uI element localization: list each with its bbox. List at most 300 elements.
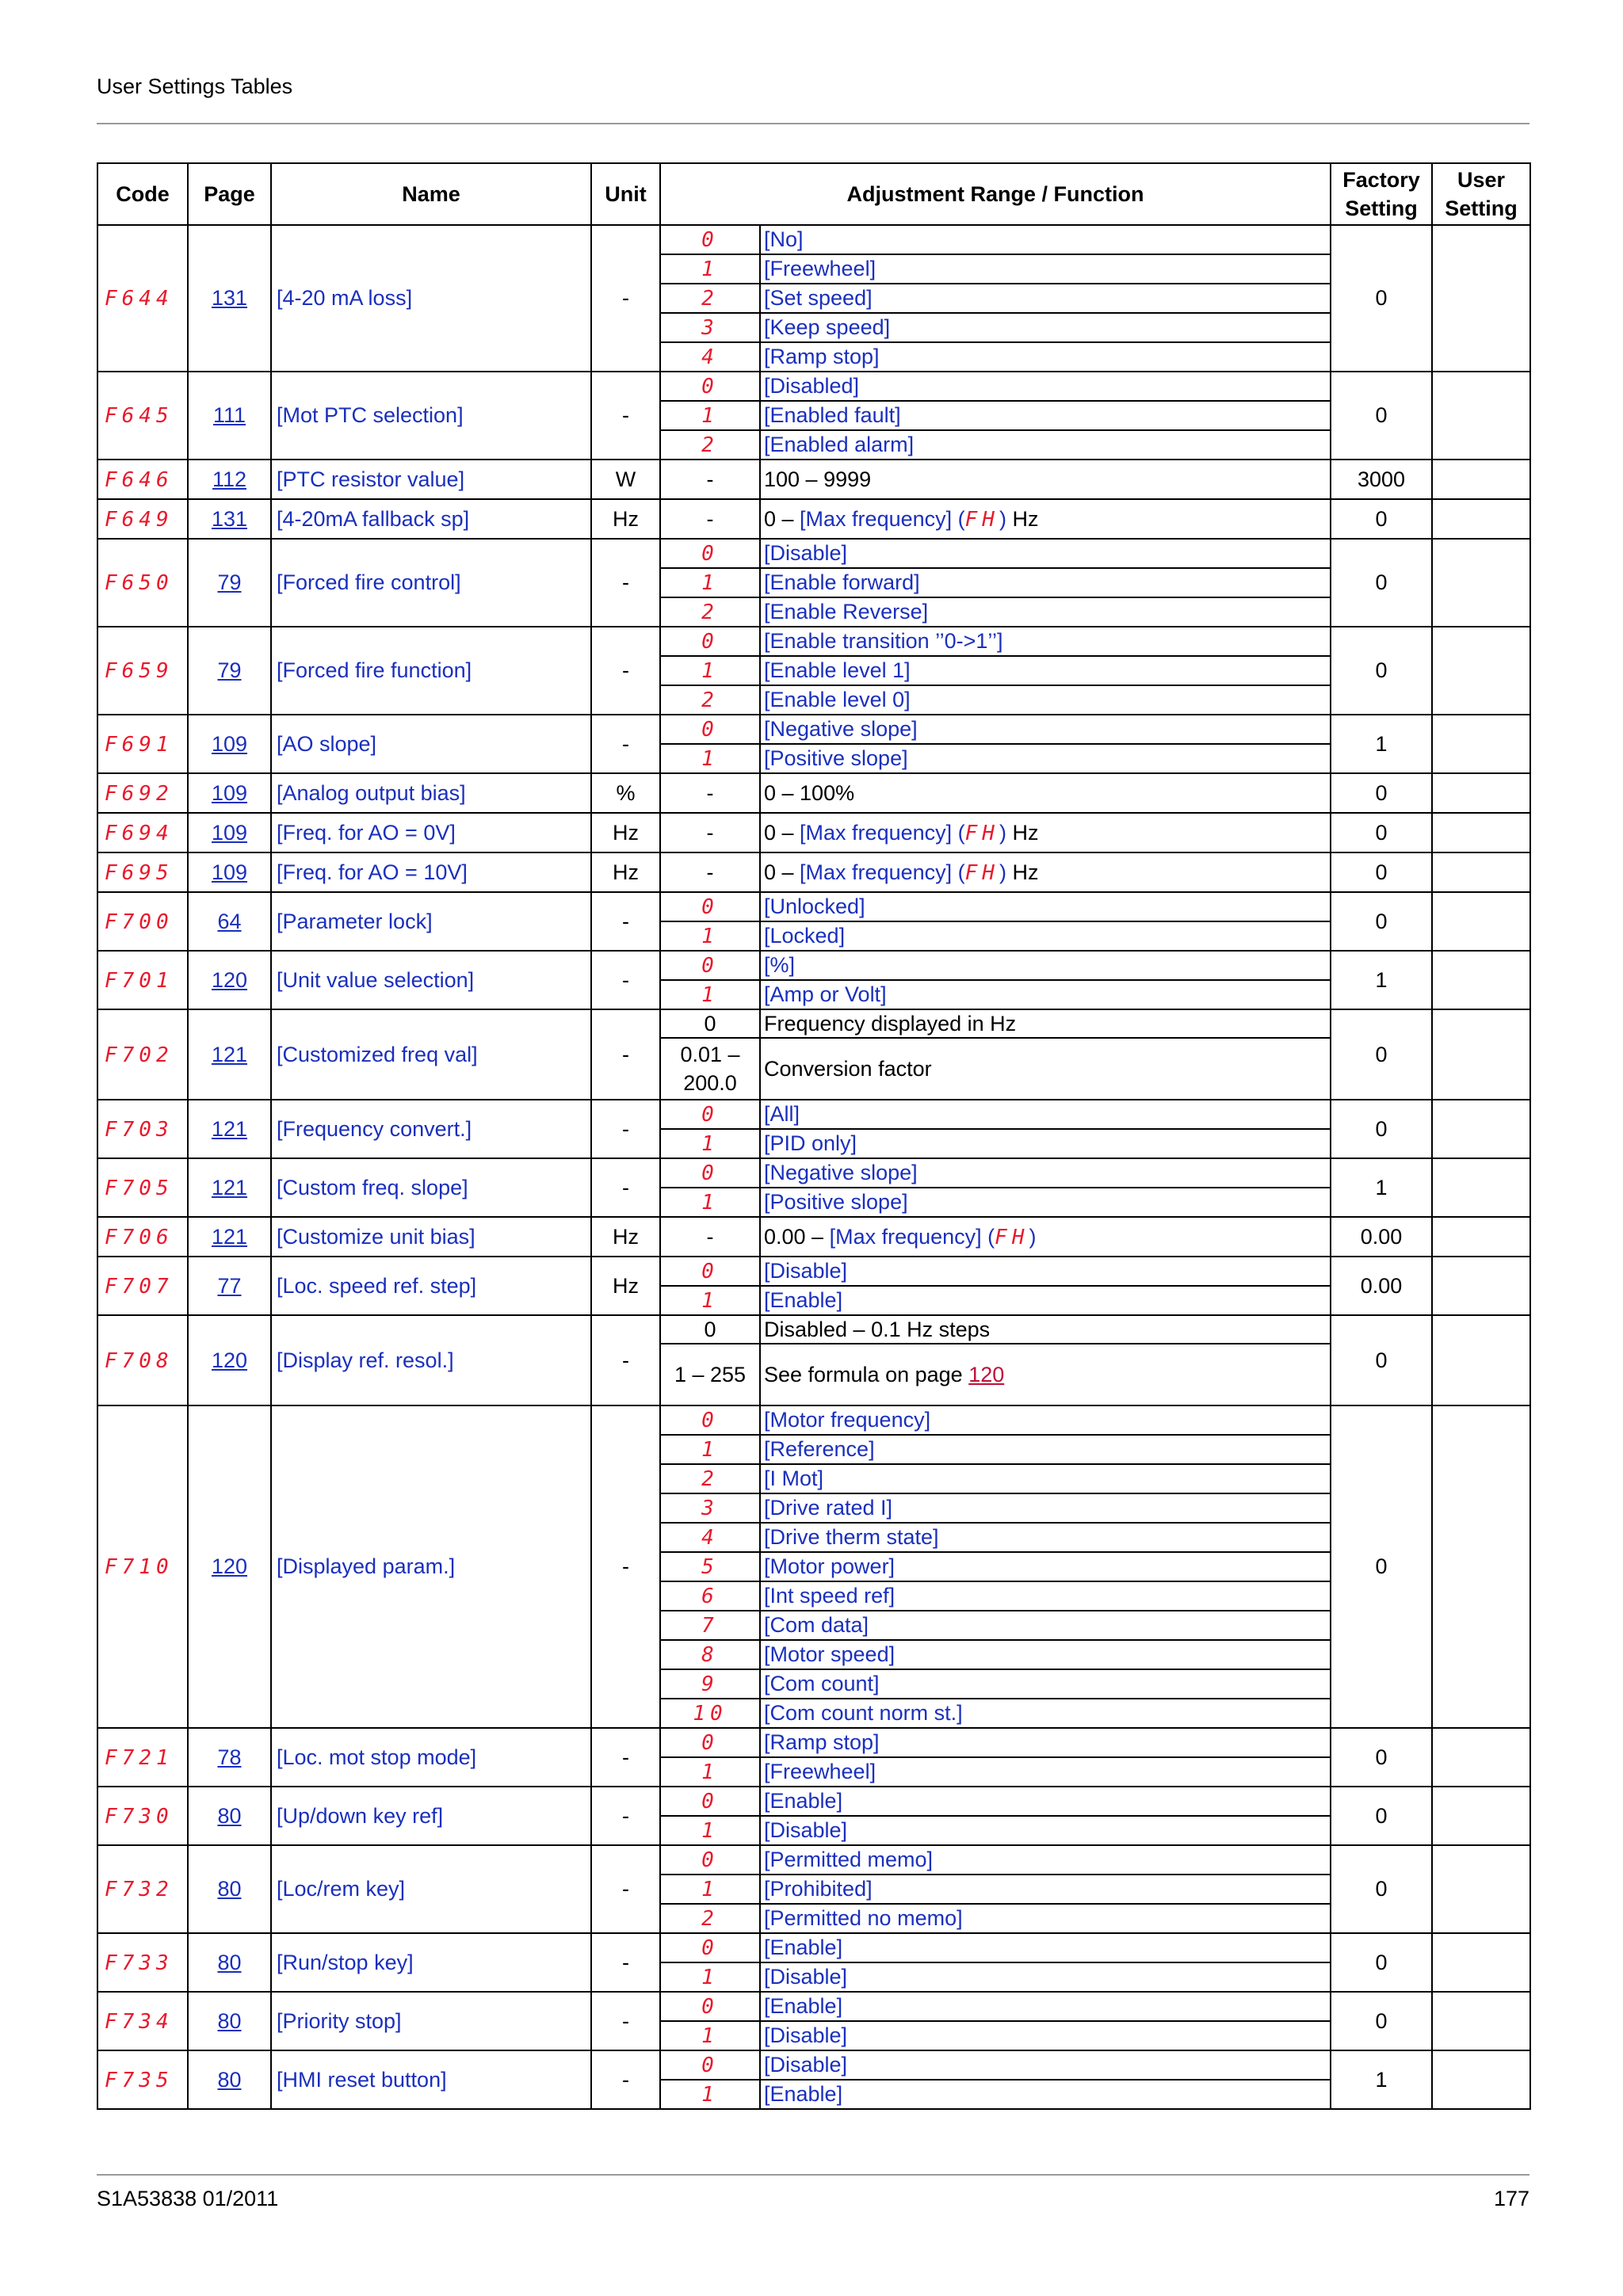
option-value-code: 1 xyxy=(701,1966,719,1989)
option-value-code: 1 xyxy=(701,659,719,683)
option-label-cell xyxy=(760,1904,1331,1933)
option-label: [All] xyxy=(764,1102,800,1126)
option-value-code: 6 xyxy=(701,1585,719,1608)
option-label-cell xyxy=(760,1405,1331,1435)
table-row xyxy=(97,1405,1530,1435)
option-value xyxy=(660,1493,760,1523)
option-label-cell xyxy=(760,1100,1331,1129)
option-label-cell xyxy=(760,1787,1331,1816)
option-value xyxy=(660,1728,760,1757)
option-value-code: 1 xyxy=(701,1132,719,1156)
factory-setting: 1 xyxy=(1331,2050,1432,2109)
page-ref-link[interactable]: 121 xyxy=(211,1175,248,1199)
unit-cell: - xyxy=(591,372,660,460)
range-code: FH xyxy=(964,821,999,845)
option-label: [Enable level 1] xyxy=(764,658,911,682)
factory-setting: 0 xyxy=(1331,1992,1432,2050)
option-label: [Disable] xyxy=(764,2023,848,2047)
parameter-name: [Customized freq val] xyxy=(277,1042,478,1066)
range-description-text: See formula on page xyxy=(764,1362,969,1386)
range-description xyxy=(760,1315,1331,1344)
option-value xyxy=(660,2080,760,2109)
user-setting xyxy=(1432,1217,1530,1257)
factory-setting: 0 xyxy=(1331,225,1432,372)
option-label-cell xyxy=(760,2021,1331,2050)
parameter-name-cell xyxy=(271,1728,591,1787)
user-setting xyxy=(1432,460,1530,499)
option-label: [Motor speed] xyxy=(764,1642,896,1666)
factory-setting: 0.00 xyxy=(1331,1217,1432,1257)
unit-cell: - xyxy=(591,1315,660,1405)
table-row xyxy=(97,715,1530,744)
option-value-code: 1 xyxy=(701,571,719,595)
table-row xyxy=(97,1845,1530,1875)
option-value xyxy=(660,1669,760,1699)
option-label: [PID only] xyxy=(764,1131,857,1155)
option-label: [Disabled] xyxy=(764,374,860,398)
option-value-code: 2 xyxy=(701,1467,719,1491)
user-setting xyxy=(1432,1787,1530,1845)
page-ref-link[interactable]: 121 xyxy=(211,1224,248,1249)
user-setting xyxy=(1432,951,1530,1009)
unit-cell: - xyxy=(591,627,660,715)
page-ref-cell xyxy=(188,813,271,852)
range-description xyxy=(760,773,1331,813)
range-description xyxy=(760,852,1331,892)
parameter-name: [Custom freq. slope] xyxy=(277,1175,468,1199)
page-ref-link[interactable]: 80 xyxy=(217,1877,242,1901)
option-label: [Drive rated I] xyxy=(764,1496,893,1520)
range-value: 1 – 255 xyxy=(660,1344,760,1405)
page-ref-link[interactable]: 120 xyxy=(211,967,248,992)
option-label: [Prohibited] xyxy=(764,1877,873,1901)
parameter-code xyxy=(97,1787,188,1845)
parameter-code xyxy=(97,813,188,852)
table-row xyxy=(97,892,1530,921)
option-value-code: 0 xyxy=(701,1409,719,1432)
option-value xyxy=(660,2021,760,2050)
parameter-code xyxy=(97,1100,188,1158)
factory-setting: 0 xyxy=(1331,1845,1432,1933)
parameter-code-text: F710 xyxy=(105,1555,174,1579)
factory-setting: 0 xyxy=(1331,813,1432,852)
user-setting xyxy=(1432,627,1530,715)
option-value-code: 4 xyxy=(701,345,719,369)
option-value-code: 0 xyxy=(701,1260,719,1283)
range-description xyxy=(760,1344,1331,1405)
table-row xyxy=(97,773,1530,813)
unit-cell: - xyxy=(591,225,660,372)
page-ref-cell xyxy=(188,1728,271,1787)
option-label: [Disable] xyxy=(764,1965,848,1989)
option-value xyxy=(660,1611,760,1640)
parameter-name-cell xyxy=(271,1315,591,1405)
option-value-code: 9 xyxy=(701,1672,719,1696)
unit-cell: Hz xyxy=(591,499,660,539)
parameter-code xyxy=(97,1257,188,1315)
page-ref-cell xyxy=(188,1217,271,1257)
option-value-code: 5 xyxy=(701,1555,719,1579)
unit-cell: - xyxy=(591,951,660,1009)
parameter-code xyxy=(97,1217,188,1257)
parameter-code-text: F732 xyxy=(105,1878,174,1901)
page-ref-cell xyxy=(188,1992,271,2050)
table-row xyxy=(97,1992,1530,2021)
page-ref-link[interactable]: 112 xyxy=(212,467,247,491)
option-value-code: 1 xyxy=(701,2083,719,2107)
user-setting xyxy=(1432,2050,1530,2109)
option-label-cell xyxy=(760,2050,1331,2080)
footer-rule xyxy=(97,2174,1529,2176)
option-label-cell xyxy=(760,1552,1331,1581)
option-value xyxy=(660,980,760,1009)
user-setting xyxy=(1432,372,1530,460)
table-header-row xyxy=(97,163,1530,225)
unit-cell: - xyxy=(591,1933,660,1992)
unit-cell: W xyxy=(591,460,660,499)
table-row xyxy=(97,813,1530,852)
option-label-cell xyxy=(760,1257,1331,1286)
factory-setting: 0 xyxy=(1331,773,1432,813)
option-label-cell xyxy=(760,225,1331,254)
parameter-code xyxy=(97,460,188,499)
col-header-user-line2: Setting xyxy=(1445,196,1518,220)
parameter-code xyxy=(97,372,188,460)
parameter-name: [PTC resistor value] xyxy=(277,467,465,491)
page-ref-link[interactable]: 109 xyxy=(211,860,248,884)
page-ref-link[interactable]: 79 xyxy=(217,570,242,594)
footer-doc-id: S1A53838 01/2011 xyxy=(97,2187,279,2210)
option-label-cell xyxy=(760,1728,1331,1757)
option-value-code: 0 xyxy=(701,718,719,742)
range-description xyxy=(760,460,1331,499)
option-label: [No] xyxy=(764,227,804,251)
option-value-code: 0 xyxy=(701,630,719,654)
parameter-name: [Forced fire function] xyxy=(277,658,472,682)
range-description xyxy=(760,1217,1331,1257)
parameter-code-text: F734 xyxy=(105,2009,174,2034)
parameter-code-text: F691 xyxy=(105,732,174,757)
range-link: [Max frequency] xyxy=(800,506,953,531)
paren-open: ( xyxy=(981,1224,995,1249)
parameter-code-text: F705 xyxy=(105,1176,174,1200)
option-value-code: 0 xyxy=(701,1995,719,2019)
option-label: [Enabled fault] xyxy=(764,403,901,427)
option-value xyxy=(660,1699,760,1728)
page-ref-link[interactable]: 80 xyxy=(217,1950,242,1974)
user-setting xyxy=(1432,499,1530,539)
page-ref-link[interactable]: 131 xyxy=(211,286,248,310)
range-suffix: Hz xyxy=(1006,820,1039,845)
parameter-code xyxy=(97,499,188,539)
option-label: [Negative slope] xyxy=(764,717,918,741)
option-value xyxy=(660,1933,760,1962)
option-value-code: 0 xyxy=(701,895,719,919)
parameter-code xyxy=(97,951,188,1009)
table-row xyxy=(97,1158,1530,1188)
option-value-code: 1 xyxy=(701,404,719,428)
user-setting xyxy=(1432,1728,1530,1787)
factory-setting: 1 xyxy=(1331,1158,1432,1217)
factory-setting: 0 xyxy=(1331,1405,1432,1728)
parameter-name-cell xyxy=(271,852,591,892)
option-value xyxy=(660,1129,760,1158)
range-description xyxy=(760,1038,1331,1100)
factory-setting: 0 xyxy=(1331,892,1432,951)
option-value xyxy=(660,1435,760,1464)
col-header-function: Adjustment Range / Function xyxy=(660,163,1331,225)
parameter-code xyxy=(97,1315,188,1405)
parameter-code xyxy=(97,1009,188,1100)
table-row xyxy=(97,1315,1530,1344)
option-label-cell xyxy=(760,1188,1331,1217)
user-setting xyxy=(1432,1845,1530,1933)
page-ref-link[interactable]: 111 xyxy=(212,403,246,427)
user-setting xyxy=(1432,1405,1530,1728)
parameter-code-text: F703 xyxy=(105,1117,174,1142)
range-prefix: 0.00 – xyxy=(764,1224,830,1249)
page-ref-link[interactable]: 109 xyxy=(211,731,248,756)
option-value xyxy=(660,1875,760,1904)
option-label: [Enable level 0] xyxy=(764,688,911,711)
option-value xyxy=(660,401,760,430)
factory-setting: 0.00 xyxy=(1331,1257,1432,1315)
option-value xyxy=(660,1757,760,1787)
parameter-code xyxy=(97,627,188,715)
table-row xyxy=(97,539,1530,568)
option-value xyxy=(660,627,760,656)
parameter-name-cell xyxy=(271,951,591,1009)
range-value: 0 xyxy=(660,1315,760,1344)
option-value-code: 1 xyxy=(701,257,719,281)
option-label-cell xyxy=(760,342,1331,372)
option-value-code: 0 xyxy=(701,542,719,566)
factory-setting: 0 xyxy=(1331,1933,1432,1992)
option-label: [Reference] xyxy=(764,1437,875,1461)
option-value-code: 0 xyxy=(701,1731,719,1755)
range-link: [Max frequency] xyxy=(829,1224,982,1249)
page-ref-cell xyxy=(188,372,271,460)
option-label-cell xyxy=(760,744,1331,773)
parameter-code xyxy=(97,1728,188,1787)
page-ref-cell xyxy=(188,715,271,773)
unit-cell: - xyxy=(591,1992,660,2050)
parameter-code xyxy=(97,852,188,892)
page-ref-cell xyxy=(188,1845,271,1933)
factory-setting: 0 xyxy=(1331,1009,1432,1100)
table-row xyxy=(97,1009,1530,1038)
col-header-factory-line1: Factory xyxy=(1342,168,1420,192)
option-value xyxy=(660,1904,760,1933)
page-ref-link[interactable]: 109 xyxy=(211,780,248,805)
option-label: [Enable transition ’’0->1’’] xyxy=(764,629,1003,653)
option-label-cell xyxy=(760,685,1331,715)
paren-close: ) xyxy=(999,860,1006,884)
paren-open: ( xyxy=(952,860,965,884)
option-value-code: 0 xyxy=(701,1790,719,1814)
unit-cell: Hz xyxy=(591,852,660,892)
range-code: FH xyxy=(964,860,999,885)
parameter-name: [Unit value selection] xyxy=(277,967,475,992)
col-header-user xyxy=(1432,163,1530,225)
parameter-name: [Forced fire control] xyxy=(277,570,461,594)
option-value xyxy=(660,892,760,921)
range-value: - xyxy=(660,852,760,892)
user-setting xyxy=(1432,539,1530,627)
option-label-cell xyxy=(760,1962,1331,1992)
option-label-cell xyxy=(760,539,1331,568)
option-label: [Ramp stop] xyxy=(764,345,880,368)
unit-cell: - xyxy=(591,1405,660,1728)
unit-cell: - xyxy=(591,892,660,951)
parameter-name-cell xyxy=(271,1992,591,2050)
user-setting xyxy=(1432,813,1530,852)
parameter-code-text: F659 xyxy=(105,659,174,683)
range-value: - xyxy=(660,499,760,539)
footer-page-number: 177 xyxy=(1493,2187,1529,2210)
page-ref-cell xyxy=(188,1787,271,1845)
page-ref-cell xyxy=(188,1158,271,1217)
option-value-code: 0 xyxy=(701,1161,719,1185)
parameter-name: [Loc. mot stop mode] xyxy=(277,1745,477,1769)
option-label: [Amp or Volt] xyxy=(764,982,887,1006)
option-label-cell xyxy=(760,1581,1331,1611)
page-ref-link[interactable]: 109 xyxy=(211,820,248,845)
page-ref-link[interactable]: 120 xyxy=(211,1554,248,1578)
table-row xyxy=(97,1787,1530,1816)
page-ref-cell xyxy=(188,1257,271,1315)
paren-close: ) xyxy=(1029,1224,1037,1249)
factory-setting: 0 xyxy=(1331,852,1432,892)
option-label-cell xyxy=(760,1435,1331,1464)
page-ref-link[interactable]: 131 xyxy=(211,506,248,531)
parameter-name: [HMI reset button] xyxy=(277,2067,447,2092)
user-setting xyxy=(1432,1100,1530,1158)
parameter-code xyxy=(97,539,188,627)
option-value-code: 7 xyxy=(701,1614,719,1638)
option-label: [Com data] xyxy=(764,1613,869,1637)
option-label-cell xyxy=(760,1933,1331,1962)
page-header-title: User Settings Tables xyxy=(97,74,293,98)
range-value: - xyxy=(660,1217,760,1257)
parameter-name: [Freq. for AO = 10V] xyxy=(277,860,468,884)
option-label: [Freewheel] xyxy=(764,257,876,280)
option-label-cell xyxy=(760,1669,1331,1699)
parameter-code xyxy=(97,892,188,951)
option-value-code: 2 xyxy=(701,601,719,624)
parameter-name: [Freq. for AO = 0V] xyxy=(277,820,456,845)
unit-cell: - xyxy=(591,1845,660,1933)
option-value-code: 1 xyxy=(701,983,719,1007)
parameter-name-cell xyxy=(271,539,591,627)
range-description xyxy=(760,499,1331,539)
option-value xyxy=(660,1581,760,1611)
page-ref-cell xyxy=(188,1100,271,1158)
option-label-cell xyxy=(760,715,1331,744)
page-ref-link[interactable]: 80 xyxy=(217,1803,242,1828)
range-suffix: Hz xyxy=(1006,860,1039,884)
page-ref-link[interactable]: 79 xyxy=(217,658,242,682)
table-row xyxy=(97,1217,1530,1257)
user-setting xyxy=(1432,773,1530,813)
option-value-code: 1 xyxy=(701,1760,719,1784)
parameter-name-cell xyxy=(271,715,591,773)
range-description xyxy=(760,813,1331,852)
parameter-name: [Mot PTC selection] xyxy=(277,403,464,427)
option-value xyxy=(660,372,760,401)
table-body xyxy=(97,225,1530,2109)
range-value: - xyxy=(660,773,760,813)
table-row xyxy=(97,460,1530,499)
page-ref-cell xyxy=(188,539,271,627)
option-value xyxy=(660,313,760,342)
parameter-name: [Loc/rem key] xyxy=(277,1877,406,1901)
page-ref-link[interactable]: 121 xyxy=(211,1042,248,1066)
parameter-name-cell xyxy=(271,1845,591,1933)
option-value-code: 0 xyxy=(701,1848,719,1872)
option-value xyxy=(660,1787,760,1816)
table-row xyxy=(97,1257,1530,1286)
option-value-code: 0 xyxy=(701,1936,719,1960)
option-value xyxy=(660,951,760,980)
range-value: 0 xyxy=(660,1009,760,1038)
parameter-code-text: F700 xyxy=(105,910,174,934)
option-value xyxy=(660,685,760,715)
range-link: [Max frequency] xyxy=(800,820,953,845)
option-label: [I Mot] xyxy=(764,1466,824,1490)
option-value xyxy=(660,1158,760,1188)
page-ref-link[interactable]: 64 xyxy=(217,909,242,933)
option-value-code: 1 xyxy=(701,925,719,948)
table-row xyxy=(97,951,1530,980)
page-ref-cell xyxy=(188,460,271,499)
option-value-code: 0 xyxy=(701,1103,719,1127)
factory-setting: 0 xyxy=(1331,1787,1432,1845)
parameter-name: [4-20 mA loss] xyxy=(277,286,413,310)
parameter-code-text: F730 xyxy=(105,1804,174,1829)
option-value xyxy=(660,1523,760,1552)
option-value-code: 10 xyxy=(693,1702,727,1726)
page-ref-cell xyxy=(188,852,271,892)
page-ref-link[interactable]: 80 xyxy=(217,2008,242,2033)
table-row xyxy=(97,499,1530,539)
option-value-code: 3 xyxy=(701,316,719,340)
page-ref-link[interactable]: 80 xyxy=(217,2067,242,2092)
factory-setting: 0 xyxy=(1331,1315,1432,1405)
parameter-code xyxy=(97,1845,188,1933)
range-description-text: Conversion factor xyxy=(764,1056,932,1081)
option-value-code: 2 xyxy=(701,1907,719,1931)
option-value xyxy=(660,597,760,627)
table-row xyxy=(97,225,1530,254)
option-value xyxy=(660,568,760,597)
unit-cell: - xyxy=(591,1158,660,1217)
range-prefix: 0 – xyxy=(764,506,800,531)
user-settings-table xyxy=(97,162,1531,2110)
page-ref-link[interactable]: 120 xyxy=(211,1348,248,1372)
page-ref-link[interactable]: 121 xyxy=(211,1116,248,1141)
page-ref-link[interactable]: 78 xyxy=(217,1745,242,1769)
page-ref-cell xyxy=(188,627,271,715)
parameter-code-text: F644 xyxy=(105,287,174,311)
page-ref-link[interactable]: 120 xyxy=(968,1362,1005,1386)
option-label-cell xyxy=(760,401,1331,430)
option-label: [Enabled alarm] xyxy=(764,433,915,456)
page-ref-link[interactable]: 77 xyxy=(217,1273,242,1298)
paren-close: ) xyxy=(999,506,1006,531)
option-label: [Com count norm st.] xyxy=(764,1701,963,1725)
option-label-cell xyxy=(760,372,1331,401)
